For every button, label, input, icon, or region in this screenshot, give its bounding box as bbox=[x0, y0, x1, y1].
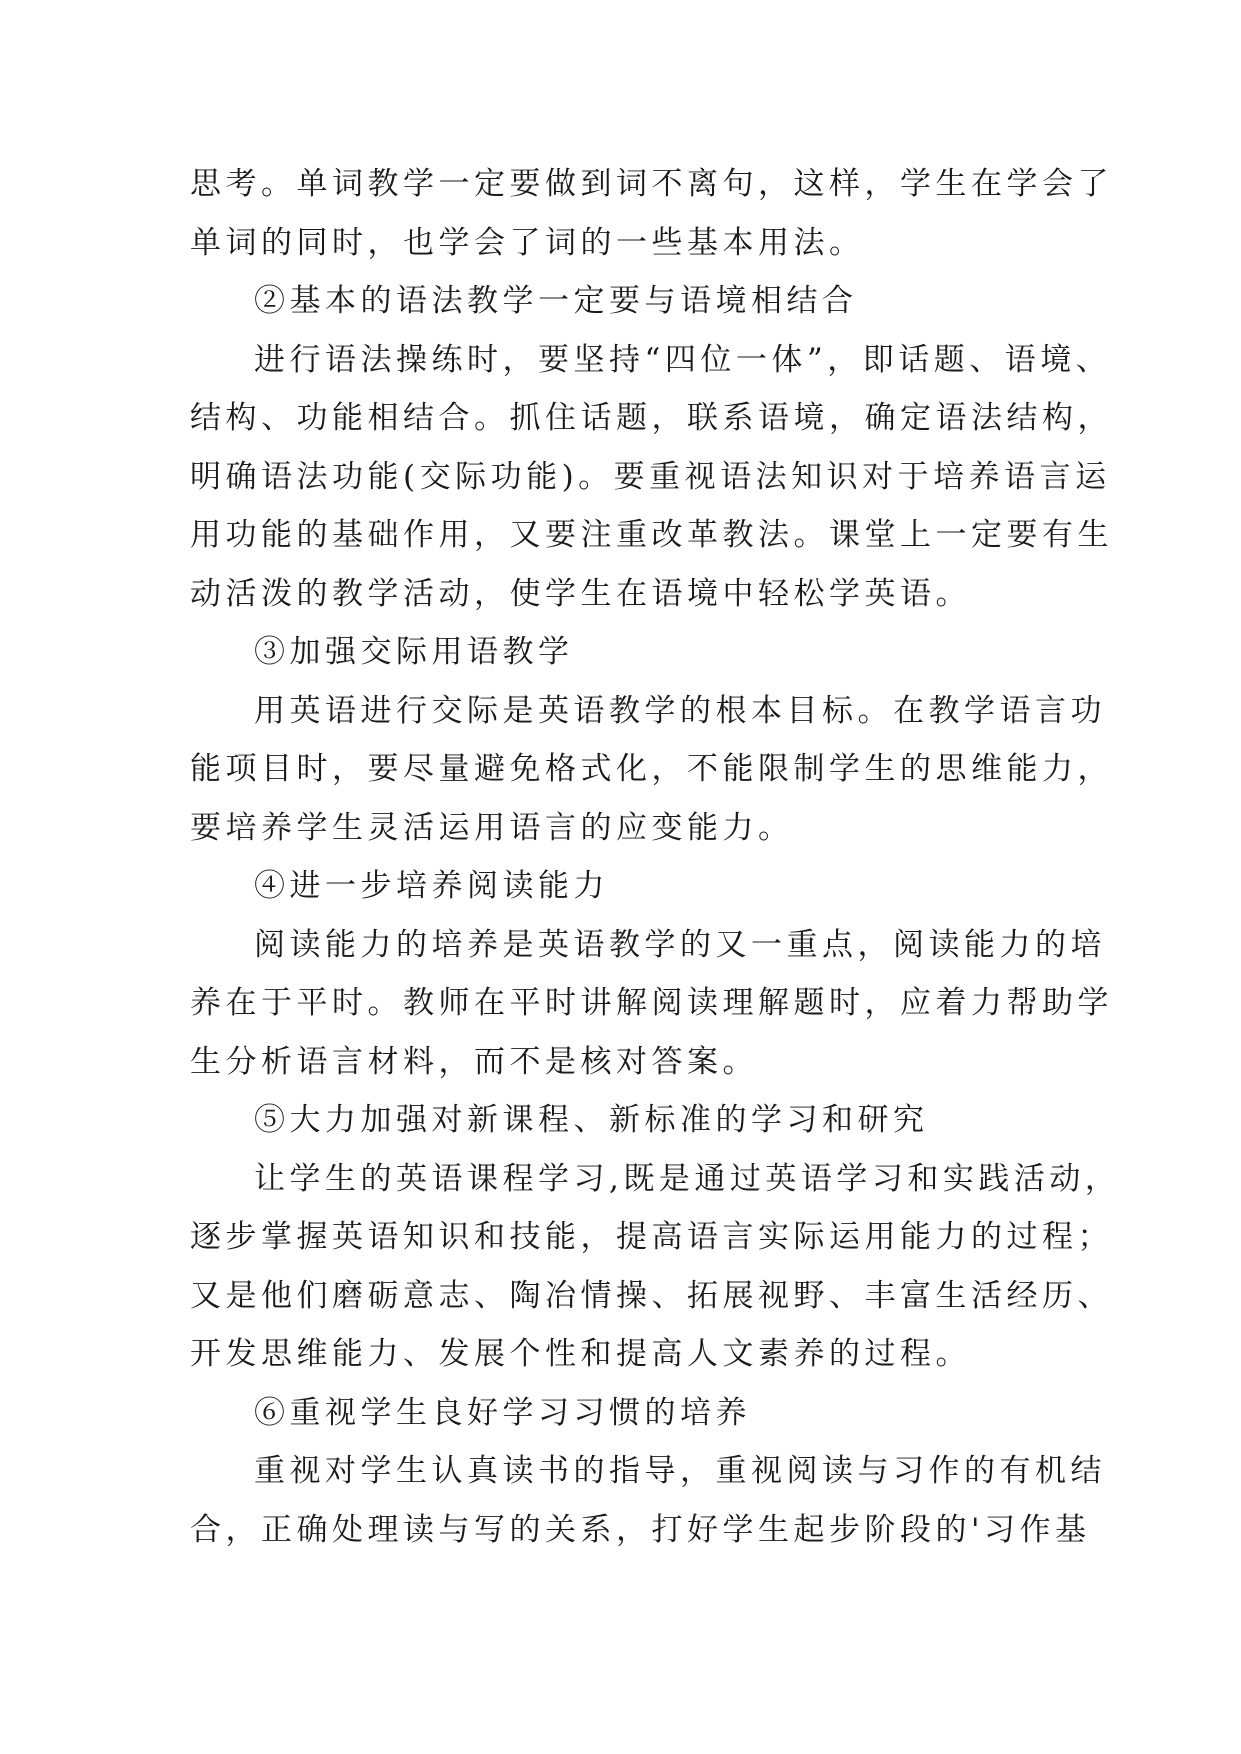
section-heading: ②基本的语法教学一定要与语境相结合 bbox=[254, 283, 858, 319]
text-line: 动活泼的教学活动，使学生在语境中轻松学英语。 bbox=[190, 575, 971, 612]
text-line: 开发思维能力、发展个性和提高人文素养的过程。 bbox=[190, 1336, 971, 1372]
text-line: 用功能的基础作用，又要注重改革教法。课堂上一定要有生 bbox=[190, 517, 1113, 553]
text-line: 能项目时，要尽量避免格式化，不能限制学生的思维能力， bbox=[190, 751, 1113, 787]
text-line: 重视对学生认真读书的指导，重视阅读与习作的有机结 bbox=[254, 1453, 1106, 1489]
text-line: 明确语法功能(交际功能)。要重视语法知识对于培养语言运 bbox=[190, 458, 1111, 495]
document-body bbox=[190, 155, 1121, 1559]
text-line: 合，正确处理读与写的关系，打好学生起步阶段的'习作基 bbox=[190, 1511, 1091, 1548]
text-line: 又是他们磨砺意志、陶冶情操、拓展视野、丰富生活经历、 bbox=[190, 1277, 1113, 1314]
text-line: 思考。单词教学一定要做到词不离句，这样，学生在学会了 bbox=[190, 166, 1113, 202]
section-heading: ⑤大力加强对新课程、新标准的学习和研究 bbox=[254, 1102, 929, 1138]
text-line: 结构、功能相结合。抓住话题，联系语境，确定语法结构， bbox=[190, 400, 1113, 436]
text-line: 用英语进行交际是英语教学的根本目标。在教学语言功 bbox=[254, 692, 1106, 729]
text-line: 阅读能力的培养是英语教学的又一重点，阅读能力的培 bbox=[254, 926, 1106, 963]
text-line: 要培养学生灵活运用语言的应变能力。 bbox=[190, 809, 794, 846]
text-line: 进行语法操练时，要坚持“四位一体”，即话题、语境、 bbox=[254, 341, 1112, 378]
section-heading: ③加强交际用语教学 bbox=[254, 634, 574, 670]
text-line: 养在于平时。教师在平时讲解阅读理解题时，应着力帮助学 bbox=[190, 985, 1113, 1021]
text-line: 单词的同时，也学会了词的一些基本用法。 bbox=[190, 224, 865, 261]
section-heading: ⑥重视学生良好学习习惯的培养 bbox=[254, 1394, 751, 1431]
text-line: 让学生的英语课程学习,既是通过英语学习和实践活动， bbox=[254, 1160, 1121, 1197]
text-line: 生分析语言材料，而不是核对答案。 bbox=[190, 1043, 758, 1080]
section-heading: ④进一步培养阅读能力 bbox=[254, 868, 609, 904]
text-line: 逐步掌握英语知识和技能，提高语言实际运用能力的过程； bbox=[190, 1219, 1113, 1255]
